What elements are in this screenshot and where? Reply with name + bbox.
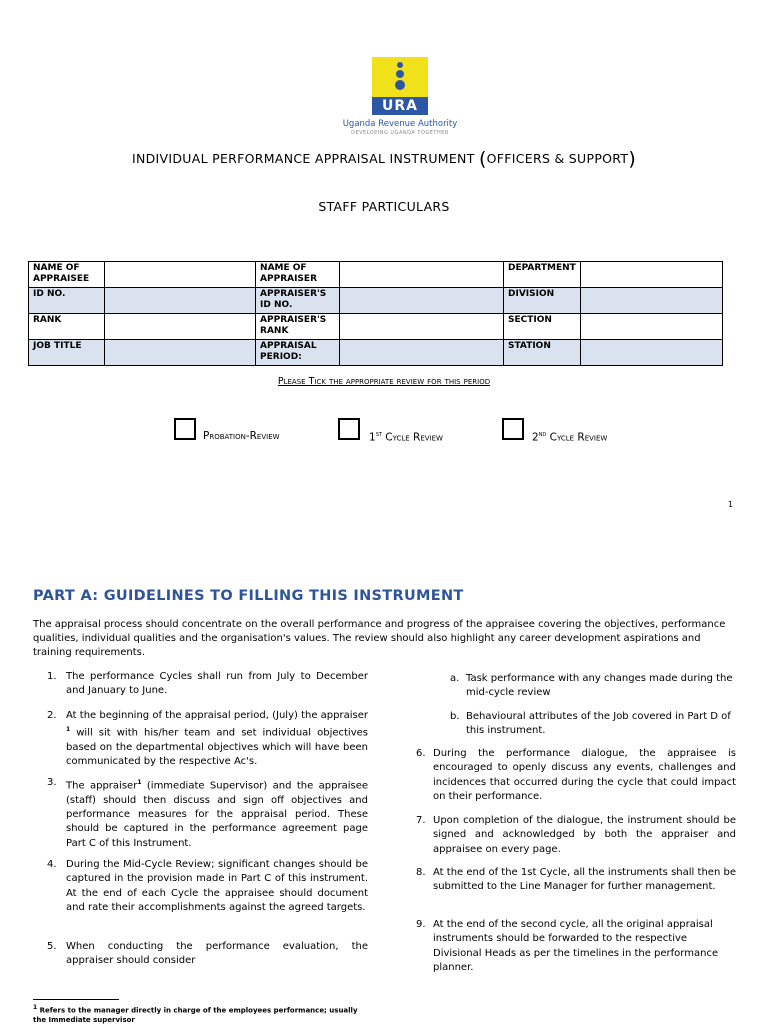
label-cell: SECTION	[504, 314, 581, 340]
value-field[interactable]	[104, 314, 255, 340]
probation-review-checkbox[interactable]	[174, 418, 196, 440]
first-cycle-review-label: 1st Cycle Review	[369, 430, 443, 444]
value-field[interactable]	[104, 288, 255, 314]
value-field[interactable]	[339, 288, 503, 314]
first-cycle-review-checkbox[interactable]	[338, 418, 360, 440]
section-title: STAFF PARTICULARS	[318, 199, 450, 214]
label-cell: NAME OF APPRAISER	[256, 262, 340, 288]
label-cell: STATION	[504, 340, 581, 366]
tick-instruction: Please Tick the appropriate review for this period	[277, 376, 491, 387]
footnote: $^1$ Refers to the manager directly in charge of the employees performance; usually the Immediate supervisor	[33, 1004, 358, 1025]
table-row	[29, 288, 723, 314]
value-field[interactable]	[339, 340, 503, 366]
staff-particulars-table	[28, 261, 723, 366]
org-name: Uganda Revenue Authority	[342, 119, 458, 129]
table-row	[29, 340, 723, 366]
value-field[interactable]	[339, 314, 503, 340]
label-cell: JOB TITLE	[29, 340, 105, 366]
table-row	[29, 262, 723, 288]
label-cell: DIVISION	[504, 288, 581, 314]
label-cell: RANK	[29, 314, 105, 340]
label-cell: APPRAISAL PERIOD:	[256, 340, 340, 366]
value-field[interactable]	[104, 262, 255, 288]
part-a-heading: PART A: GUIDELINES TO FILLING THIS INSTRUMENT	[33, 588, 464, 604]
footnote-divider	[33, 999, 119, 1000]
value-field[interactable]	[580, 340, 722, 366]
probation-review-label: Probation-Review	[203, 430, 280, 442]
second-cycle-review-label: 2nd Cycle Review	[532, 430, 608, 444]
value-field[interactable]	[580, 262, 722, 288]
label-cell: APPRAISER'S RANK	[256, 314, 340, 340]
label-cell: APPRAISER'S ID NO.	[256, 288, 340, 314]
org-tagline: DEVELOPING UGANDA TOGETHER	[351, 130, 449, 136]
value-field[interactable]	[339, 262, 503, 288]
table-row	[29, 314, 723, 340]
value-field[interactable]	[580, 288, 722, 314]
document-title: INDIVIDUAL PERFORMANCE APPRAISAL INSTRUMENT (OFFICERS & SUPPORT)	[131, 148, 637, 170]
label-cell: ID NO.	[29, 288, 105, 314]
label-cell: NAME OF APPRAISEE	[29, 262, 105, 288]
value-field[interactable]	[104, 340, 255, 366]
value-field[interactable]	[580, 314, 722, 340]
part-a-intro: The appraisal process should concentrate on the overall performance and progress of the appraisee covering the objectives, performance qualities, individual qualities and the organisation's values. The review should also highlight any career development aspirations and training requirements.	[33, 619, 726, 658]
page-number: 1	[728, 500, 734, 509]
second-cycle-review-checkbox[interactable]	[502, 418, 524, 440]
label-cell: DEPARTMENT	[504, 262, 581, 288]
logo-letters: URA	[372, 97, 428, 115]
